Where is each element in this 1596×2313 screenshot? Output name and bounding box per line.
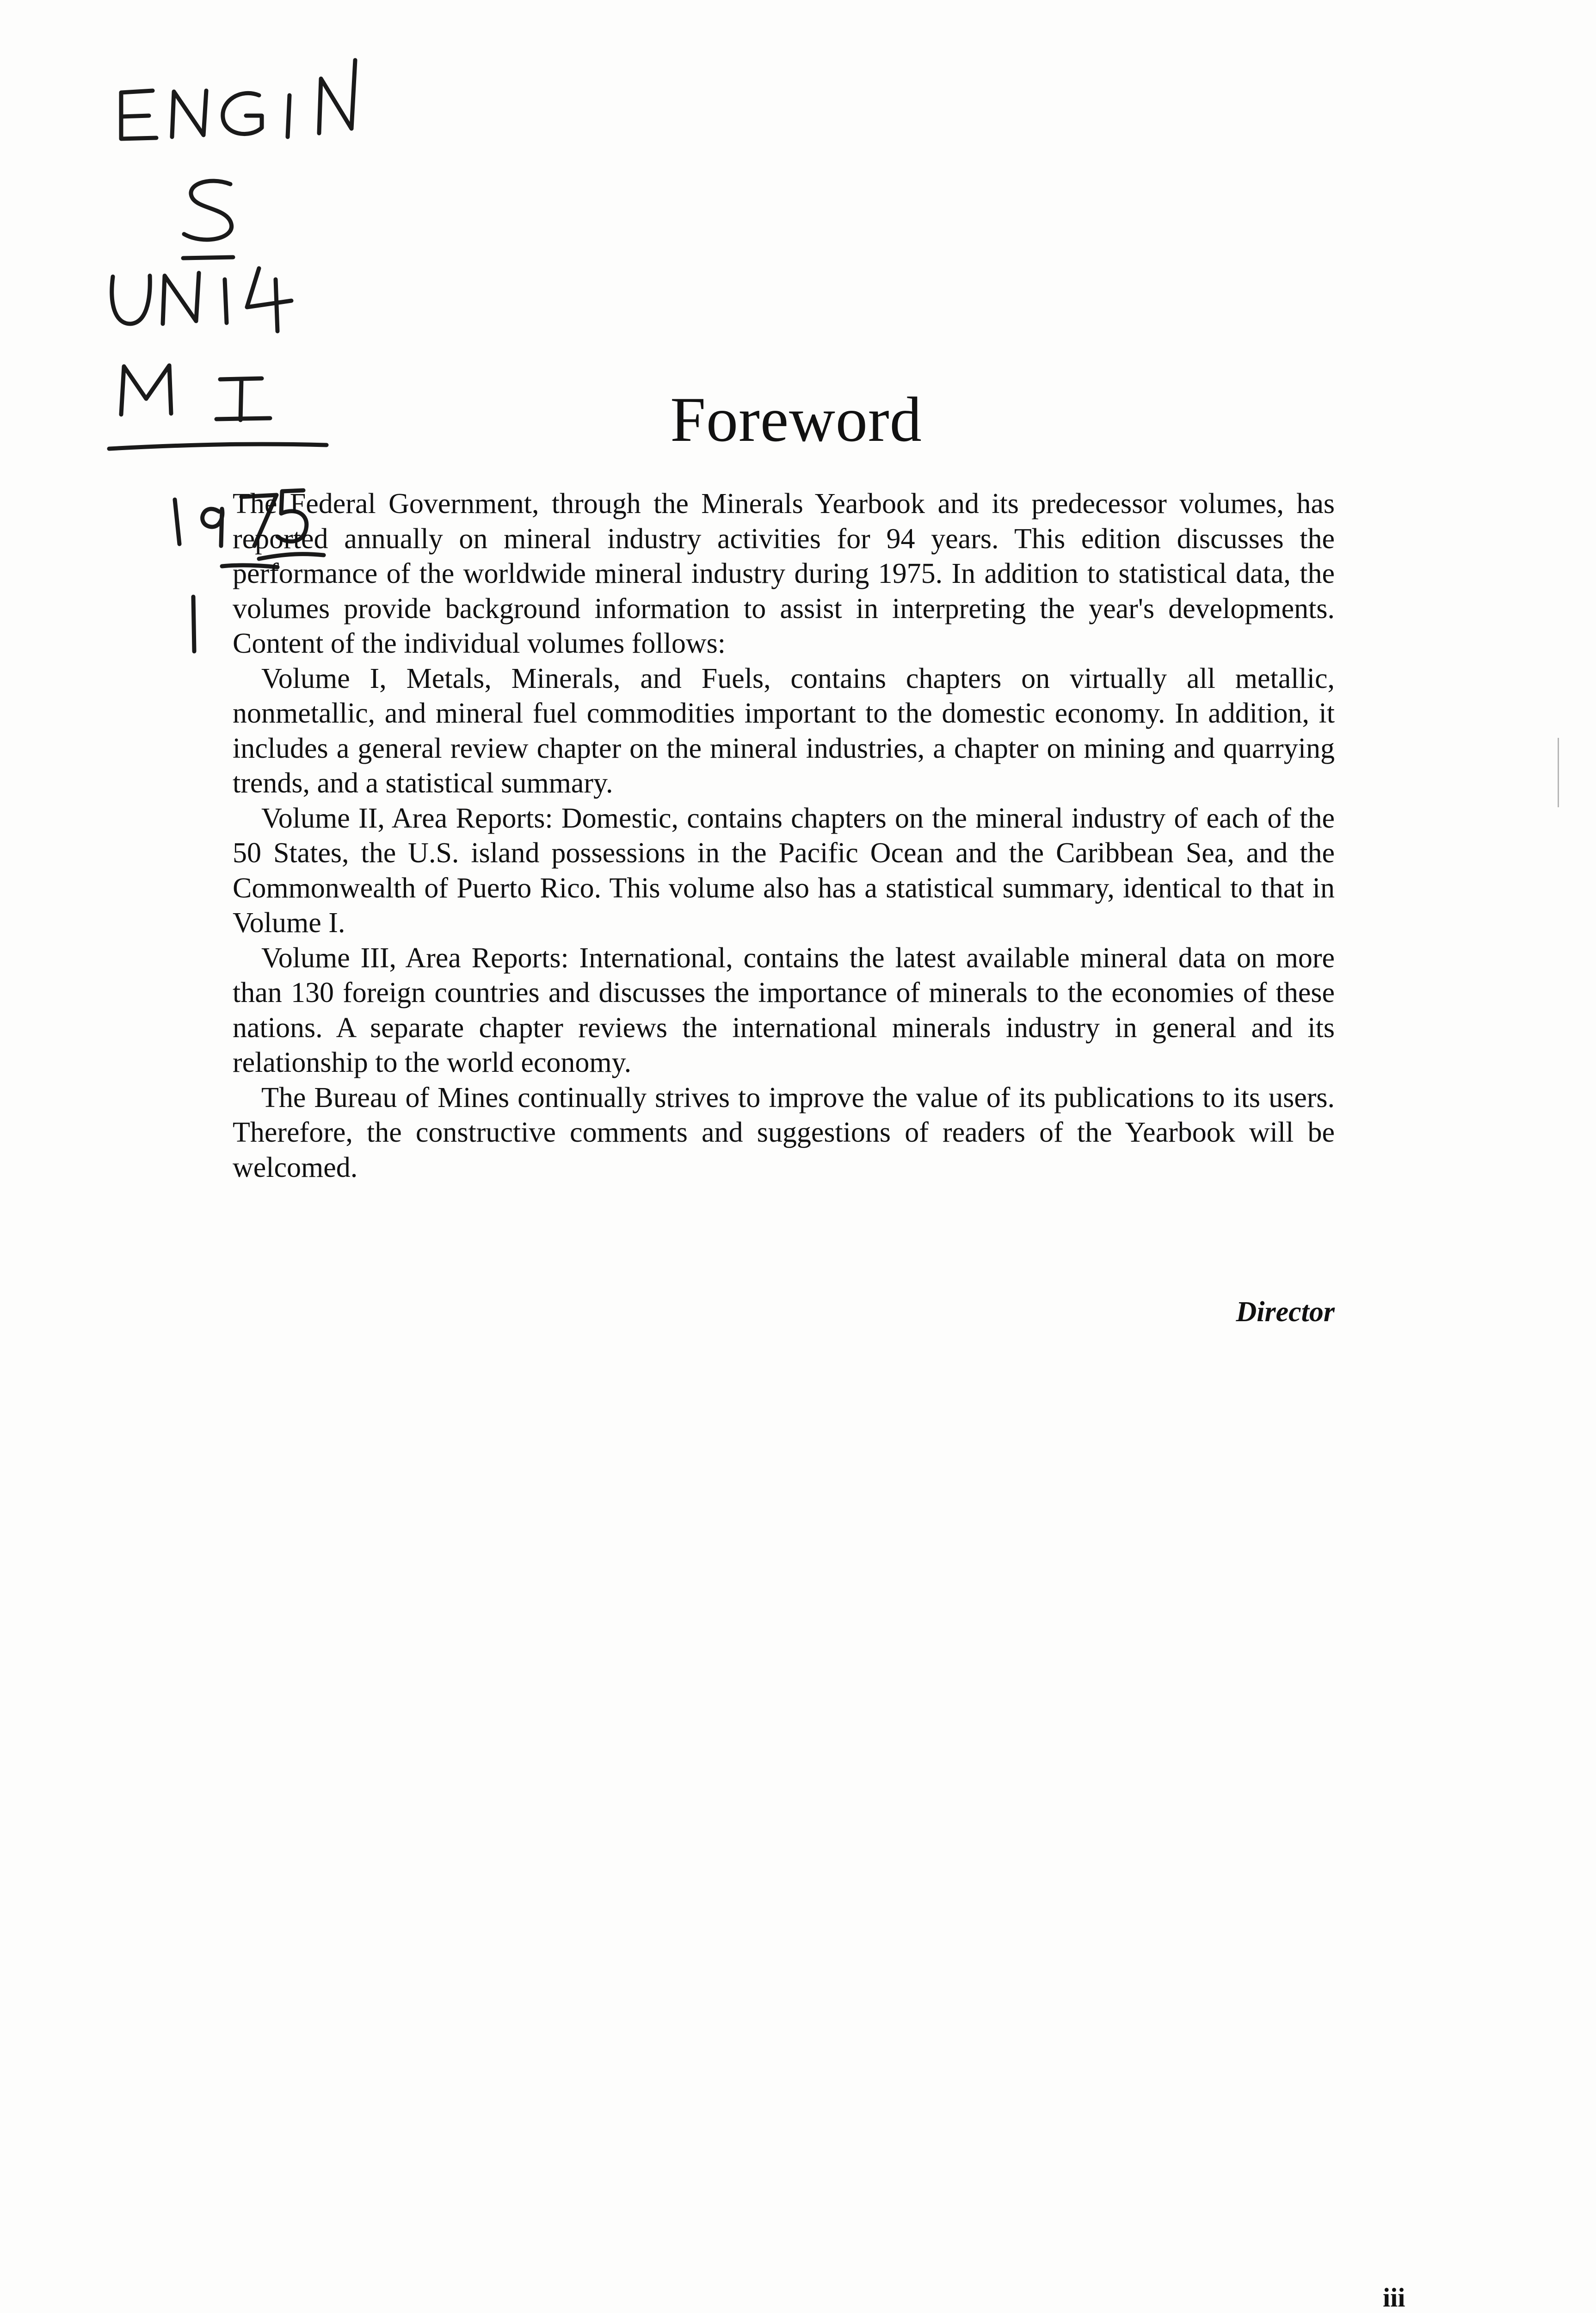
paragraph-closing: The Bureau of Mines continually strives to improve the value of its publications to its users. Therefore, the constructive comments and suggestions of readers of the Yearbook will be welcomed. — [233, 1082, 1335, 1183]
page-number: iii — [1383, 2282, 1405, 2313]
paragraph-intro: The Federal Government, through the Minerals Yearbook and its predecessor volumes, has reported annually on mineral industry activities for 94 years. This edition discusses the performance of the worldwide mineral industry during 1975. In addition to statistical data, the volumes provide background information to assist in interpreting the year's developments. Content of the individual volumes follows: — [233, 488, 1335, 659]
page-title: Foreword — [670, 384, 922, 455]
foreword-body — [233, 487, 1335, 1185]
paragraph-volume-3: Volume III, Area Reports: International, contains the latest available mineral data on more than 130 foreign countries and discusses the importance of minerals to the economies of these nations. A separate chapter reviews the international minerals industry in general and its relationship to the world economy. — [233, 942, 1335, 1078]
signature: Director — [1236, 1296, 1335, 1328]
paragraph-volume-2: Volume II, Area Reports: Domestic, contains chapters on the mineral industry of each of the 50 States, the U.S. island possessions in the Pacific Ocean and the Caribbean Sea, and the Commonwealth of Puerto Rico. This volume also has a statistical summary, identical to that in Volume I. — [233, 802, 1335, 939]
scan-margin-mark — [1558, 738, 1559, 807]
paragraph-volume-1: Volume I, Metals, Minerals, and Fuels, contains chapters on virtually all metallic, nonmetallic, and mineral fuel commodities important to the domestic economy. In addition, it includes a general review chapter on the mineral industries, a chapter on mining and quarrying trends, and a statistical summary. — [233, 662, 1335, 799]
